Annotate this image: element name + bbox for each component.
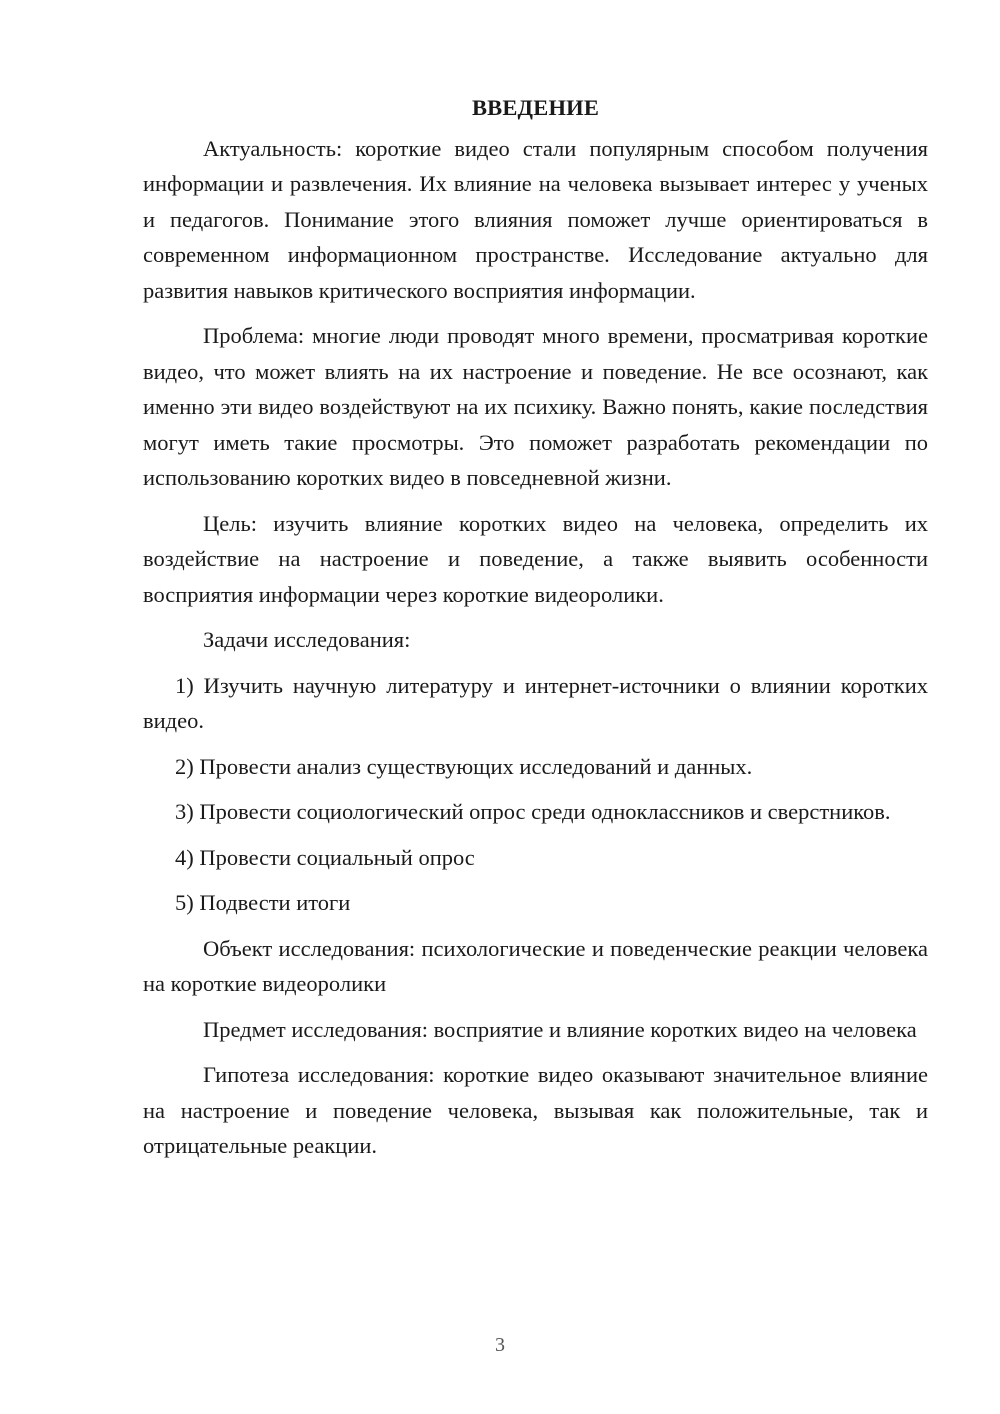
task-item-1: 1) Изучить научную литературу и интернет-источники о влиянии коротких видео.	[143, 672, 928, 733]
page-number: 3	[495, 1334, 505, 1356]
task-item-4: 4) Провести социальный опрос	[175, 844, 475, 870]
problem-paragraph: Проблема: многие люди проводят много времени, просматривая короткие видео, что может влиять на их настроение и поведение. Не все осознают, как именно эти видео воздействуют на их психику. Важно понять, какие последствия могут иметь такие просмотры. Это поможет разработать рекомендации по использованию коротких видео в повседневной жизни.	[143, 323, 928, 490]
section-heading: ВВЕДЕНИЕ	[471, 95, 600, 120]
task-item-5: 5) Подвести итоги	[175, 890, 351, 915]
task-item-3: 3) Провести социологический опрос среди одноклассников и сверстников.	[175, 799, 891, 824]
goal-paragraph: Цель: изучить влияние коротких видео на человека, определить их воздействие на настроение и поведение, а также выявить особенности восприятия информации через короткие видеоролики.	[143, 510, 928, 607]
tasks-title: Задачи исследования:	[203, 627, 411, 652]
task-item-2: 2) Провести анализ существующих исследований и данных.	[175, 753, 753, 779]
object-paragraph: Объект исследования: психологические и поведенческие реакции человека на короткие видеоролики	[143, 935, 928, 996]
relevance-paragraph: Актуальность: короткие видео стали популярным способом получения информации и развлечения. Их влияние на человека вызывает интерес у ученых и педагогов. Понимание этого влияния поможет лучше ориентироваться в современном информационном пространстве. Исследование актуально для развития навыков критического восприятия информации.	[143, 135, 928, 303]
document-page	[143, 90, 928, 1164]
hypothesis-paragraph: Гипотеза исследования: короткие видео оказывают значительное влияние на настроение и поведение человека, вызывая как положительные, так и отрицательные реакции.	[143, 1062, 928, 1158]
subject-paragraph: Предмет исследования: восприятие и влияние коротких видео на человека	[203, 1016, 917, 1042]
